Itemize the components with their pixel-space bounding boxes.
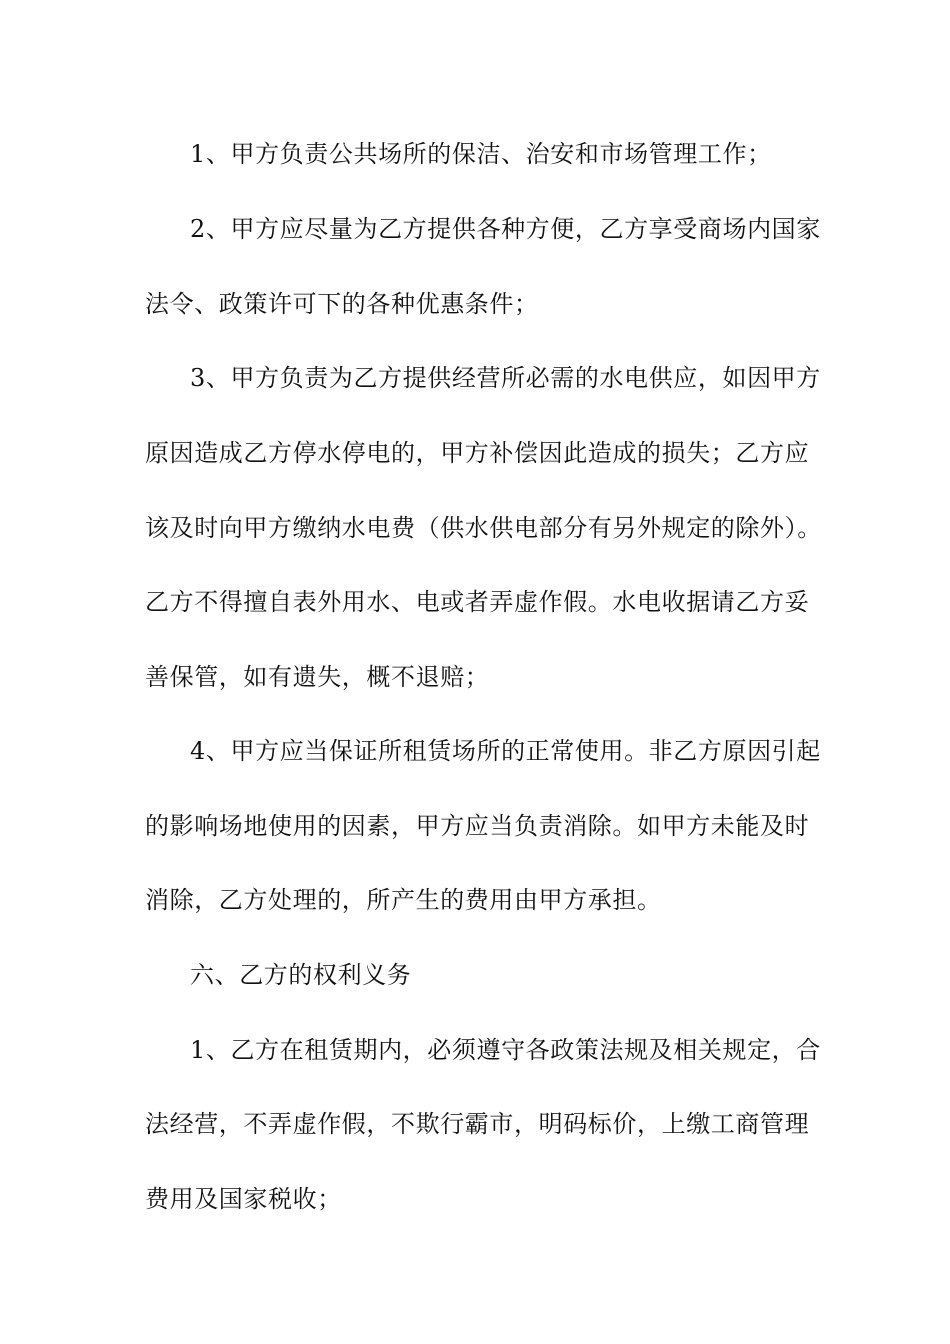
clause-5-2-line-2: 法令、政策许可下的各种优惠条件； — [145, 290, 539, 318]
clause-5-4-line-1: 4、甲方应当保证所租赁场所的正常使用。非乙方原因引起 — [190, 737, 821, 765]
clause-5-1-line-1: 1、甲方负责公共场所的保洁、治安和市场管理工作； — [190, 140, 772, 168]
clause-5-4-line-2: 的影响场地使用的因素，甲方应当负责消除。如甲方未能及时 — [145, 812, 810, 840]
clause-5-3-line-3: 该及时向甲方缴纳水电费（供水供电部分有另外规定的除外）。 — [145, 514, 822, 542]
clause-6-1-line-3: 费用及国家税收； — [145, 1185, 342, 1213]
clause-5-3-line-1: 3、甲方负责为乙方提供经营所必需的水电供应，如因甲方 — [190, 364, 821, 392]
clause-5-3-line-4: 乙方不得擅自表外用水、电或者弄虚作假。水电收据请乙方妥 — [145, 588, 810, 616]
clause-5-4-line-3: 消除，乙方处理的，所产生的费用由甲方承担。 — [145, 886, 662, 914]
section-6-heading: 六、乙方的权利义务 — [190, 961, 412, 989]
clause-6-1-line-1: 1、乙方在租赁期内，必须遵守各政策法规及相关规定，合 — [190, 1036, 821, 1064]
clause-6-1-line-2: 法经营，不弄虚作假，不欺行霸市，明码标价，上缴工商管理 — [145, 1110, 810, 1138]
clause-5-3-line-5: 善保管，如有遗失，概不退赔； — [145, 663, 490, 691]
clause-5-3-line-2: 原因造成乙方停水停电的，甲方补偿因此造成的损失；乙方应 — [145, 439, 810, 467]
clause-5-2-line-1: 2、甲方应尽量为乙方提供各种方便，乙方享受商场内国家 — [190, 215, 821, 243]
